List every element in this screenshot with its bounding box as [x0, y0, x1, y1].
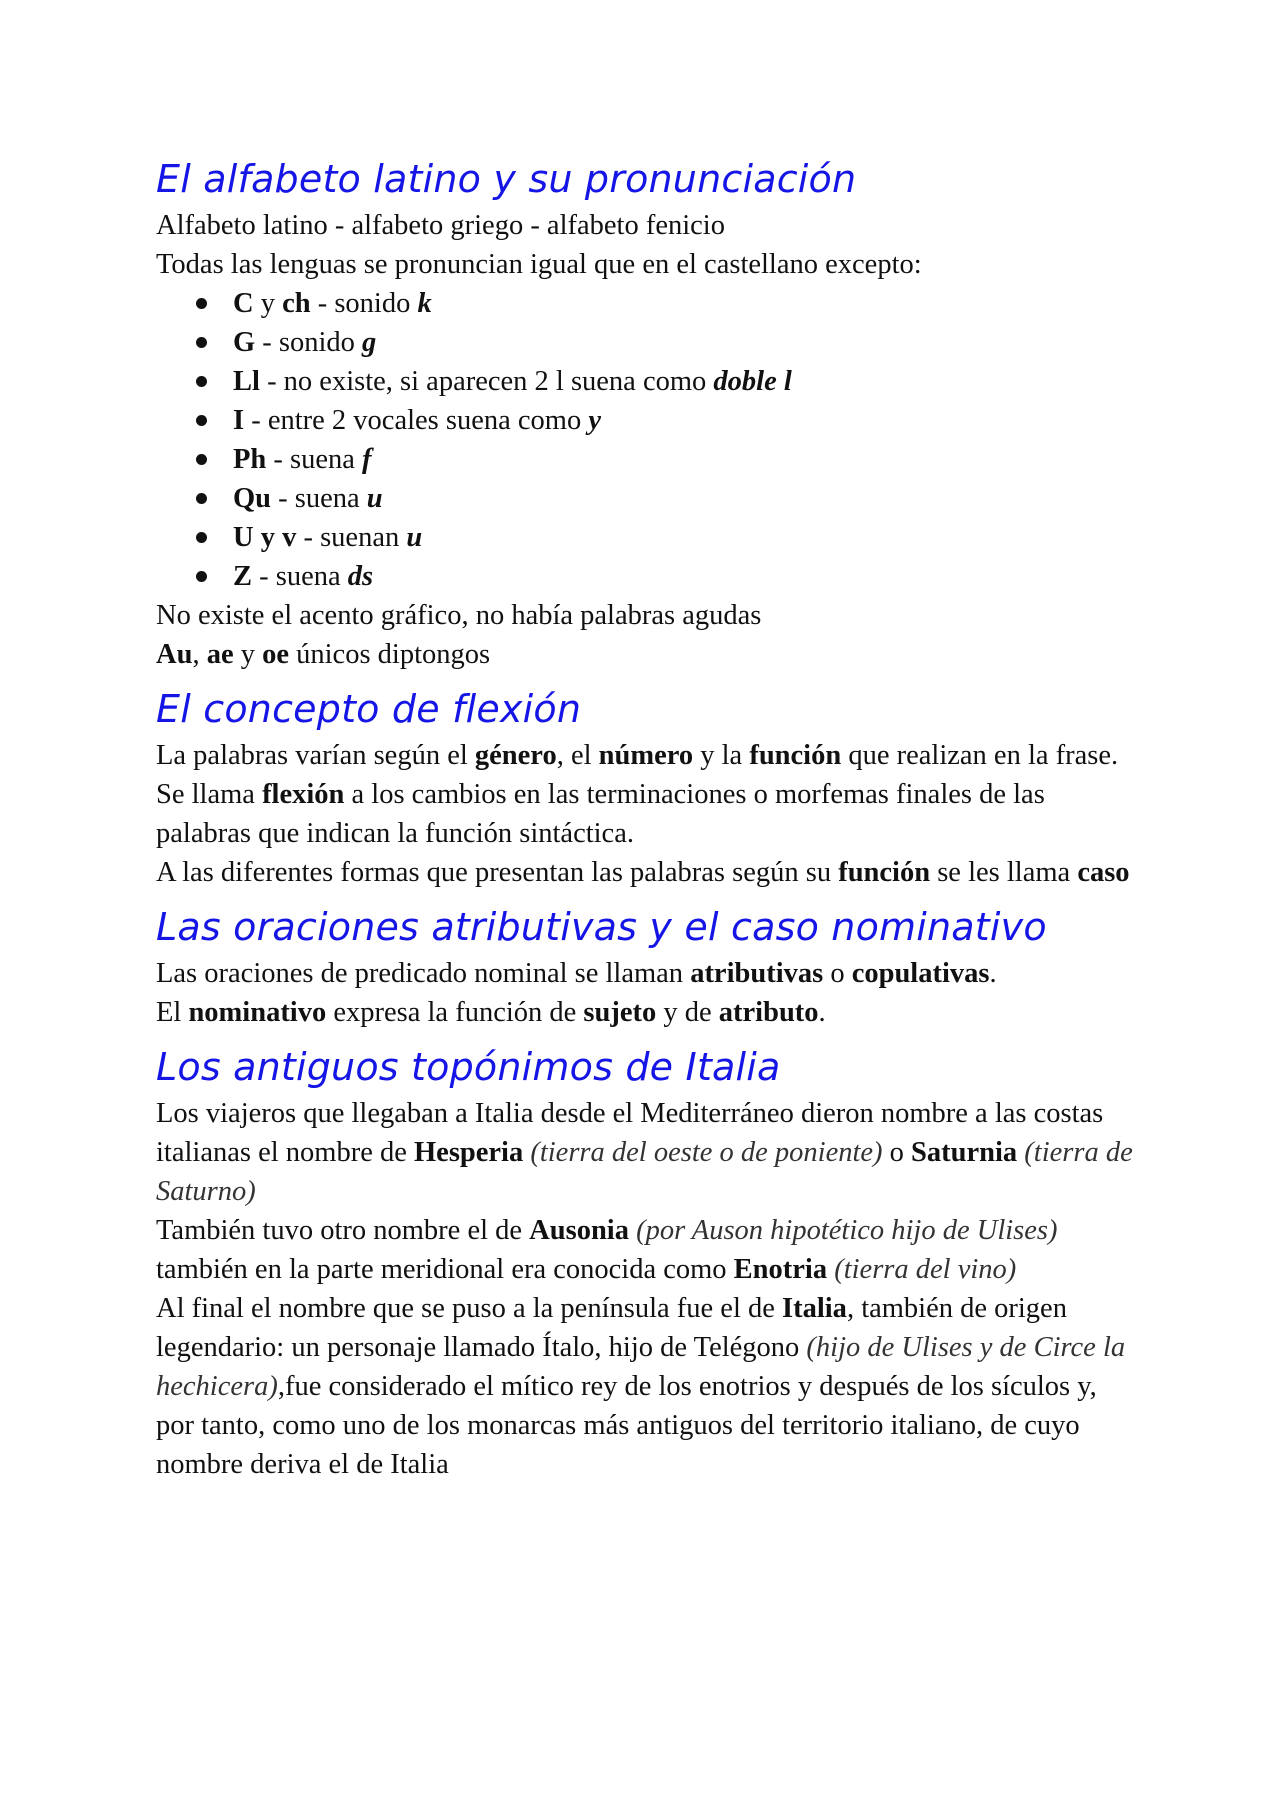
bullet-icon: [196, 532, 207, 543]
paragraph: También tuvo otro nombre el de Ausonia (por Auson hipotético hijo de Ulises) también en la parte meridional era conocida como Enotria (tierra del vino): [156, 1215, 1058, 1285]
section-title-flexion: El concepto de flexión: [156, 687, 582, 731]
list-item: U y v - suenan u: [156, 518, 1136, 557]
section-title-toponimos: Los antiguos topónimos de Italia: [156, 1045, 781, 1089]
section-title-alfabeto: El alfabeto latino y su pronunciación: [156, 157, 857, 201]
paragraph: Se llama flexión a los cambios en las terminaciones o morfemas finales de las palabras que indican la función sintáctica.: [156, 779, 1045, 849]
bullet-icon: [196, 571, 207, 582]
paragraph: La palabras varían según el género, el número y la función que realizan en la frase.: [156, 740, 1119, 771]
bullet-icon: [196, 298, 207, 309]
bullet-icon: [196, 454, 207, 465]
paragraph: A las diferentes formas que presentan las palabras según su función se les llama caso: [156, 857, 1130, 888]
bullet-icon: [196, 337, 207, 348]
pronunciation-list: [156, 284, 1136, 596]
accent-note: No existe el acento gráfico, no había palabras agudas: [156, 600, 762, 631]
list-item: Z - suena ds: [156, 557, 1136, 596]
paragraph: El nominativo expresa la función de sujeto y de atributo.: [156, 997, 826, 1028]
paragraph: Los viajeros que llegaban a Italia desde el Mediterráneo dieron nombre a las costas italianas el nombre de Hesperia (tierra del oeste o de poniente) o Saturnia (tierra de Saturno): [156, 1098, 1133, 1207]
list-item: C y ch - sonido k: [156, 284, 1136, 323]
diphthongs-note: Au, ae y oe únicos diptongos: [156, 639, 491, 670]
bullet-icon: [196, 493, 207, 504]
section-title-atributivas: Las oraciones atributivas y el caso nominativo: [156, 905, 1047, 949]
list-item: I - entre 2 vocales suena como y: [156, 401, 1136, 440]
bullet-icon: [196, 415, 207, 426]
intro-line-2: Todas las lenguas se pronuncian igual que en el castellano excepto:: [156, 249, 922, 280]
list-item: G - sonido g: [156, 323, 1136, 362]
bullet-icon: [196, 376, 207, 387]
list-item: Ll - no existe, si aparecen 2 l suena como doble l: [156, 362, 1136, 401]
intro-line-1: Alfabeto latino - alfabeto griego - alfabeto fenicio: [156, 210, 725, 241]
list-item: Qu - suena u: [156, 479, 1136, 518]
list-item: Ph - suena f: [156, 440, 1136, 479]
paragraph: Las oraciones de predicado nominal se llaman atributivas o copulativas.: [156, 958, 997, 989]
document-page: [156, 152, 1136, 1484]
paragraph: Al final el nombre que se puso a la península fue el de Italia, también de origen legendario: un personaje llamado Ítalo, hijo de Telégono (hijo de Ulises y de Circe la hechicera),fue considerado el mítico rey de los enotrios y después de los sículos y, por tanto, como uno de los monarcas más antiguos del territorio italiano, de cuyo nombre deriva el de Italia: [156, 1293, 1126, 1480]
